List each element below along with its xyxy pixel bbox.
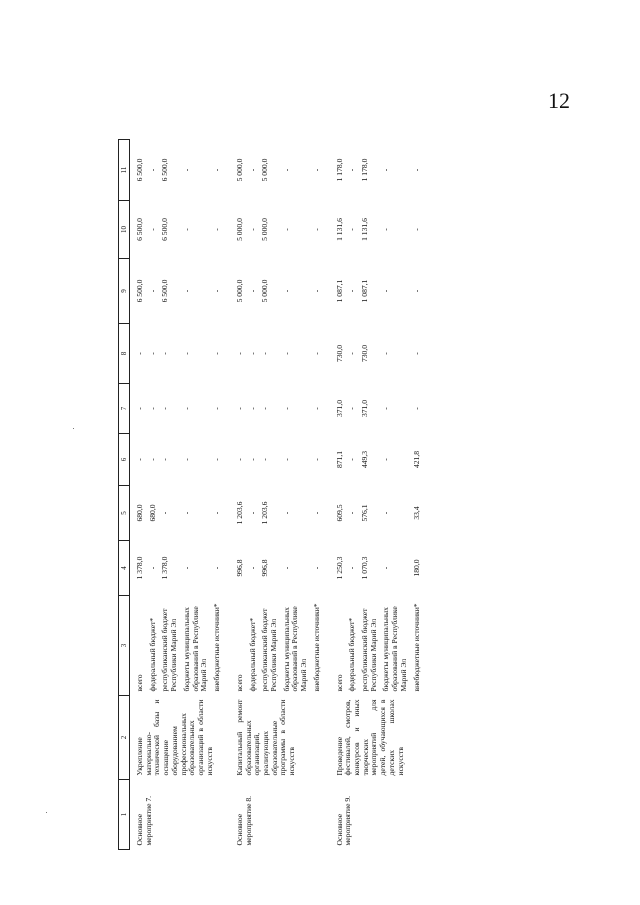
column-header: 9 [119,259,130,324]
value-cell: - [135,458,145,461]
column-header: 10 [119,201,130,259]
value-cell: - [212,289,222,293]
value-cell: 609,5 [334,504,344,522]
scan-speck [46,812,47,813]
value-cell: - [411,228,421,231]
value-cell: - [347,566,357,570]
value-cell: - [311,289,321,293]
value-cell: - [381,352,391,355]
value-cell: - [247,407,257,410]
value-cell: - [381,168,391,172]
value-cell: - [181,458,191,461]
funding-source: республиканский бюджет Республики Марий Эл [260,608,278,692]
value-cell: 449,3 [359,450,369,469]
value-cell: 576,1 [359,504,369,522]
value-cell: 5 000,0 [260,218,270,241]
value-cell: - [381,228,391,231]
value-cell: 6 500,0 [135,218,145,241]
value-cell: - [311,168,321,172]
value-cell: - [135,352,145,355]
value-cell: - [311,511,321,515]
value-cell: - [147,168,157,172]
value-cell: 6 500,0 [160,279,170,303]
value-cell: - [311,566,321,570]
value-cell: - [347,458,357,461]
value-cell: - [160,458,170,461]
value-cell: - [212,352,222,355]
column-header: 3 [119,596,130,696]
value-cell: - [212,228,222,231]
value-cell: - [181,289,191,293]
table-row [230,140,247,850]
value-cell: - [212,407,222,410]
value-cell: - [411,289,421,293]
value-cell: - [234,407,244,410]
value-cell: 680,0 [147,504,157,522]
value-cell: 180,0 [411,559,421,577]
value-cell: 996,8 [234,559,244,577]
value-cell: 871,1 [334,450,344,469]
value-cell: 6 500,0 [160,158,170,182]
value-cell: - [347,352,357,355]
page-number: 12 [548,88,570,113]
table-body [119,140,424,850]
value-cell: - [181,352,191,355]
value-cell: - [160,511,170,515]
value-cell: - [147,566,157,570]
value-cell: - [281,352,291,355]
value-cell: - [281,458,291,461]
value-cell: - [181,566,191,570]
value-cell: 421,8 [411,450,421,469]
scan-speck [73,428,74,429]
table-row [330,140,347,850]
rotated-table-sheet [118,140,588,850]
value-cell: - [381,458,391,461]
measure-name: Основное мероприятие 7. [135,795,153,846]
value-cell: 1 250,3 [334,556,344,580]
column-header-row [119,140,130,850]
value-cell: 1 131,6 [334,218,344,241]
funding-source: внебюджетные источники* [212,603,222,692]
value-cell: - [247,228,257,231]
value-cell: - [411,168,421,172]
value-cell: - [160,352,170,355]
funding-source: федеральный бюджет* [347,617,357,692]
value-cell: 1 070,3 [359,556,369,580]
value-cell: - [135,407,145,410]
value-cell: - [247,289,257,293]
value-cell: 5 000,0 [260,279,270,303]
value-cell: 371,0 [359,399,369,418]
funding-source: бюджеты муниципальных образований в Республике Марий Эл [281,606,309,692]
value-cell: 1 203,6 [234,501,244,525]
value-cell: - [381,289,391,293]
value-cell: - [181,407,191,410]
value-cell: - [247,511,257,515]
value-cell: - [147,407,157,410]
value-cell: - [234,352,244,355]
value-cell: - [260,407,270,410]
column-header: 6 [119,434,130,486]
value-cell: - [281,228,291,231]
value-cell: - [181,511,191,515]
value-cell: 5 000,0 [234,279,244,303]
value-cell: 371,0 [334,399,344,418]
value-cell: - [160,407,170,410]
value-cell: 5 000,0 [234,158,244,182]
value-cell: - [247,352,257,355]
value-cell: 1 378,0 [160,556,170,580]
value-cell: - [411,407,421,410]
value-cell: 6 500,0 [135,279,145,303]
value-cell: 1 087,1 [359,279,369,303]
budget-table [118,139,423,850]
value-cell: 5 000,0 [234,218,244,241]
value-cell: - [247,168,257,172]
measure-description: Проведение фестивалей, смотров, конкурсов и иных творческих мероприятий для детей, обучающихся в детских школах искусств [334,699,405,776]
funding-source: внебюджетные источники* [311,603,321,692]
funding-source: федеральный бюджет* [147,617,157,692]
value-cell: 996,8 [260,559,270,577]
value-cell: - [347,511,357,515]
column-header: 11 [119,140,130,201]
value-cell: - [147,289,157,293]
value-cell: - [311,352,321,355]
funding-source: федеральный бюджет* [247,617,257,692]
value-cell: - [281,511,291,515]
value-cell: - [347,228,357,231]
value-cell: 1 178,0 [359,158,369,182]
value-cell: 730,0 [334,344,344,363]
value-cell: - [411,352,421,355]
value-cell: - [281,566,291,570]
value-cell: 1 131,6 [359,218,369,241]
value-cell: 6 500,0 [135,158,145,182]
value-cell: - [347,168,357,172]
column-header: 5 [119,486,130,541]
value-cell: - [311,458,321,461]
value-cell: - [311,407,321,410]
value-cell: 5 000,0 [260,158,270,182]
value-cell: - [181,228,191,231]
value-cell: 1 087,1 [334,279,344,303]
value-cell: - [260,458,270,461]
measure-name: Основное мероприятие 9. [334,795,353,846]
funding-source: бюджеты муниципальных образований в Республике Марий Эл [181,606,209,692]
column-header: 4 [119,541,130,596]
value-cell: - [381,511,391,515]
value-cell: - [281,407,291,410]
measure-name: Основное мероприятие 8. [234,795,253,846]
value-cell: 1 178,0 [334,158,344,182]
measure-description: Капитальный ремонт образовательных организаций, реализующих образовательные программы в области искусств [234,699,297,776]
value-cell: - [381,407,391,410]
value-cell: - [147,458,157,461]
value-cell: - [347,407,357,410]
column-header: 7 [119,384,130,434]
value-cell: 6 500,0 [160,218,170,241]
value-cell: 33,4 [411,506,421,520]
value-cell: - [281,289,291,293]
value-cell: - [147,352,157,355]
value-cell: - [247,566,257,570]
column-header: 1 [119,780,130,850]
value-cell: - [247,458,257,461]
value-cell: 730,0 [359,344,369,363]
value-cell: 1 378,0 [135,556,145,580]
funding-source: республиканский бюджет Республики Марий Эл [359,608,378,692]
funding-source: бюджеты муниципальных образований в Республике Марий Эл [381,606,408,692]
value-cell: - [181,168,191,172]
value-cell: - [347,289,357,293]
value-cell: - [311,228,321,231]
value-cell: 1 203,6 [260,501,270,525]
column-header: 8 [119,324,130,384]
value-cell: - [234,458,244,461]
funding-source: всего [334,674,344,692]
value-cell: - [381,566,391,570]
measure-description: Укрепление материально-технической базы и оснащение оборудованием профессиональных образовательных организаций в области искусств [135,699,214,776]
funding-source: всего [135,674,145,692]
value-cell: - [260,352,270,355]
value-cell: - [212,566,222,570]
funding-source: республиканский бюджет Республики Марий Эл [160,608,179,692]
value-cell: - [212,458,222,461]
funding-source: внебюджетные источники* [411,603,421,692]
column-header: 2 [119,696,130,780]
value-cell: - [147,228,157,231]
value-cell: - [212,511,222,515]
funding-source: всего [234,674,244,692]
value-cell: 680,0 [135,504,145,522]
value-cell: - [212,168,222,172]
table-row [130,140,147,850]
value-cell: - [281,168,291,172]
